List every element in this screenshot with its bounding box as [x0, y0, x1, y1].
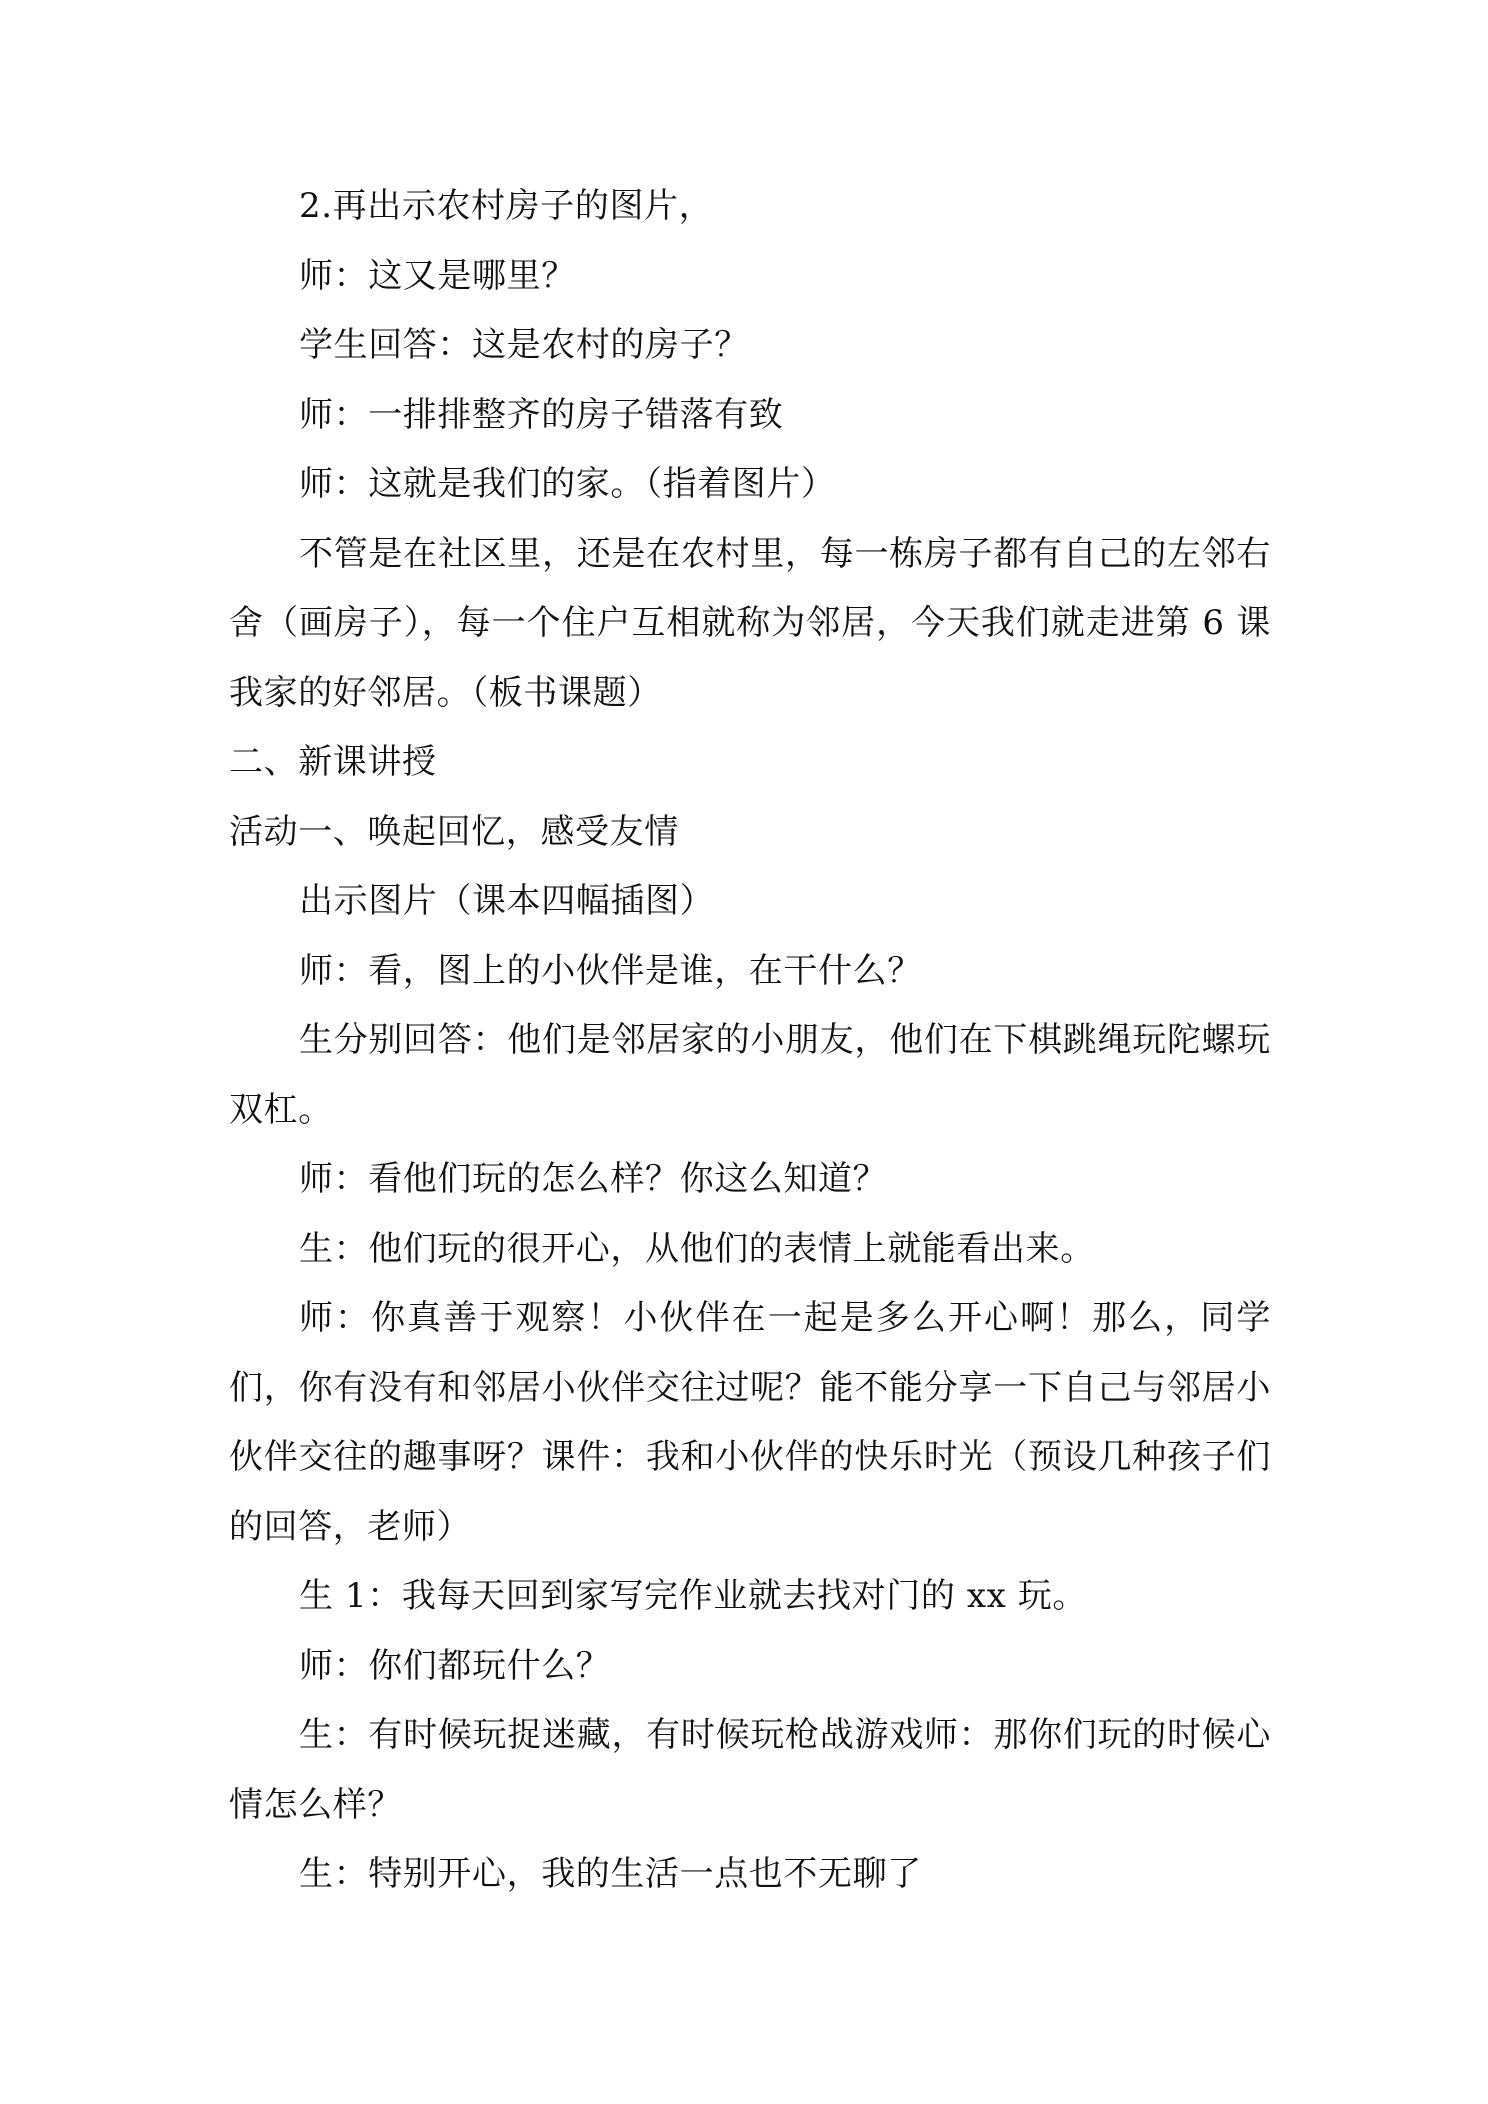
paragraph-teacher-our-home: 师：这就是我们的家。（指着图片） — [299, 464, 836, 504]
paragraph-teacher-question-where: 师：这又是哪里？ — [299, 255, 576, 296]
paragraph-introduce-lesson: 不管是在社区里，还是在农村里，每一栋房子都有自己的左邻右舍（画房子），每一个住户互相就称为邻居，今天我们就走进第 6 课我家的好邻居。（板书课题） — [229, 533, 1271, 713]
paragraph-teacher-look-picture: 师：看，图上的小伙伴是谁，在干什么？ — [299, 950, 922, 991]
paragraph-teacher-observe-share: 师：你真善于观察！小伙伴在一起是多么开心啊！那么，同学们，你有没有和邻居小伙伴交往过呢？能不能分享一下自己与邻居小伙伴交往的趣事呀？课件：我和小伙伴的快乐时光（预设几种孩子们的回答，老师） — [229, 1298, 1271, 1547]
paragraph-student-games: 生：有时候玩捉迷藏，有时候玩枪战游戏师：那你们玩的时候心情怎么样？ — [229, 1715, 1271, 1825]
paragraph-teacher-what-play: 师：你们都玩什么？ — [299, 1645, 611, 1686]
activity-heading-one: 活动一、唤起回忆，感受友情 — [229, 811, 679, 852]
paragraph-student-1-homework: 生 1：我每天回到家写完作业就去找对门的 xx 玩。 — [299, 1576, 1088, 1616]
paragraph-teacher-houses-rows: 师：一排排整齐的房子错落有致 — [299, 394, 784, 435]
paragraph-rural-house-picture: 2.再出示农村房子的图片， — [299, 186, 714, 226]
paragraph-student-happy: 生：他们玩的很开心，从他们的表情上就能看出来。 — [299, 1228, 1095, 1269]
paragraph-students-answer-activities: 生分别回答：他们是邻居家的小朋友，他们在下棋跳绳玩陀螺玩双杠。 — [229, 1020, 1271, 1130]
paragraph-teacher-how-play: 师：看他们玩的怎么样？你这么知道？ — [299, 1159, 888, 1199]
document-body — [229, 172, 1271, 1910]
section-heading-new-lesson: 二、新课讲授 — [229, 742, 437, 782]
paragraph-show-pictures: 出示图片（课本四幅插图） — [299, 881, 715, 921]
paragraph-student-answer-rural: 学生回答：这是农村的房子？ — [299, 325, 749, 365]
paragraph-student-not-boring: 生：特别开心，我的生活一点也不无聊了 — [299, 1854, 922, 1894]
